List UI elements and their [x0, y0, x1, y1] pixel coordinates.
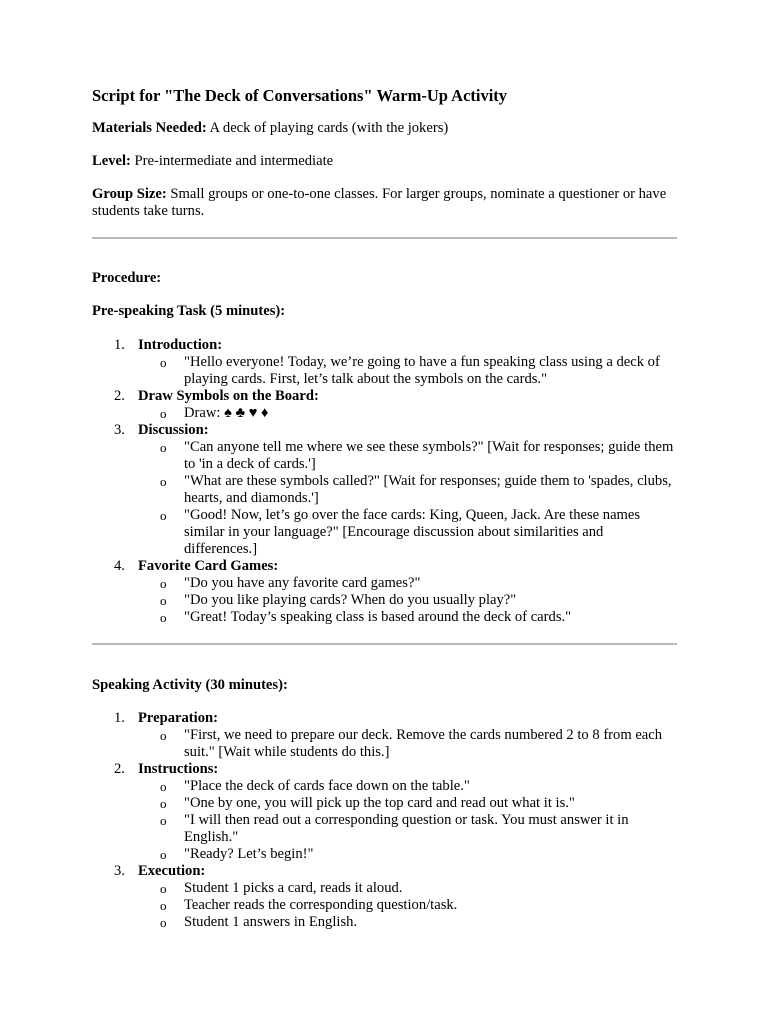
step-sublist: [138, 575, 677, 626]
step-title: Discussion:: [138, 422, 209, 438]
sub-item-text: "Hello everyone! Today, we’re going to have a fun speaking class using a deck of playing cards. First, let’s talk about the symbols on the cards.": [184, 354, 660, 387]
sub-item-text: Student 1 picks a card, reads it aloud.: [184, 880, 403, 896]
sub-item: [138, 439, 677, 473]
step-item: [92, 863, 677, 931]
step-title: Instructions:: [138, 761, 219, 777]
bullet-icon: o: [160, 813, 167, 828]
bullet-icon: o: [160, 355, 167, 370]
sub-item-text: "Great! Today’s speaking class is based around the deck of cards.": [184, 609, 572, 625]
sub-item-text: "Do you have any favorite card games?": [184, 575, 421, 591]
sub-item: [138, 778, 677, 795]
materials-line: [92, 120, 677, 137]
step-title: Preparation:: [138, 710, 218, 726]
sub-item: [138, 795, 677, 812]
materials-value: A deck of playing cards (with the jokers): [206, 120, 449, 136]
sub-item: [138, 880, 677, 897]
sub-item-text: "I will then read out a corresponding question or task. You must answer it in English.": [184, 812, 629, 845]
bullet-icon: o: [160, 593, 167, 608]
step-number: 3.: [114, 422, 125, 438]
step-title: Draw Symbols on the Board:: [138, 388, 319, 404]
sub-item: [138, 914, 677, 931]
step-title: Introduction:: [138, 337, 223, 353]
sub-item: [138, 405, 677, 422]
step-number: 2.: [114, 761, 125, 777]
sub-item: [138, 473, 677, 507]
step-item: [92, 422, 677, 558]
bullet-icon: o: [160, 728, 167, 743]
bullet-icon: o: [160, 508, 167, 523]
step-number: 3.: [114, 863, 125, 879]
step-sublist: [138, 354, 677, 388]
sub-item-text: Teacher reads the corresponding question/task.: [184, 897, 458, 913]
level-label: Level:: [92, 153, 131, 169]
step-item: [92, 558, 677, 626]
prespeaking-steps: [92, 337, 677, 626]
step-item: [92, 337, 677, 388]
step-sublist: [138, 439, 677, 558]
bullet-icon: o: [160, 406, 167, 421]
divider: [92, 643, 677, 645]
bullet-icon: o: [160, 915, 167, 930]
group-size-label: Group Size:: [92, 186, 167, 202]
sub-item-text: "Do you like playing cards? When do you usually play?": [184, 592, 517, 608]
bullet-icon: o: [160, 779, 167, 794]
bullet-icon: o: [160, 576, 167, 591]
bullet-icon: o: [160, 881, 167, 896]
divider: [92, 237, 677, 239]
sub-item: [138, 354, 677, 388]
bullet-icon: o: [160, 440, 167, 455]
sub-item: [138, 897, 677, 914]
bullet-icon: o: [160, 796, 167, 811]
sub-item-text: Student 1 answers in English.: [184, 914, 358, 930]
materials-label: Materials Needed:: [92, 120, 207, 136]
sub-item: [138, 846, 677, 863]
bullet-icon: o: [160, 847, 167, 862]
level-value: Pre-intermediate and intermediate: [130, 153, 334, 169]
step-item: [92, 388, 677, 422]
bullet-icon: o: [160, 474, 167, 489]
sub-item-text: "One by one, you will pick up the top card and read out what it is.": [184, 795, 575, 811]
bullet-icon: o: [160, 898, 167, 913]
sub-item-text: "Good! Now, let’s go over the face cards: King, Queen, Jack. Are these names similar in your language?" [Encourage discussion about similarities and differences.]: [184, 507, 641, 557]
step-item: [92, 710, 677, 761]
step-sublist: [138, 405, 677, 422]
group-size-line: [92, 186, 677, 220]
sub-item-text: "Ready? Let’s begin!": [184, 846, 314, 862]
sub-item: [138, 812, 677, 846]
step-number: 2.: [114, 388, 125, 404]
procedure-heading: Procedure:: [92, 270, 162, 286]
step-sublist: [138, 727, 677, 761]
step-number: 1.: [114, 710, 125, 726]
sub-item: [138, 727, 677, 761]
step-sublist: [138, 778, 677, 863]
step-title: Favorite Card Games:: [138, 558, 279, 574]
step-title: Execution:: [138, 863, 206, 879]
prespeaking-heading: Pre-speaking Task (5 minutes):: [92, 303, 286, 319]
speaking-steps: [92, 710, 677, 931]
step-sublist: [138, 880, 677, 931]
document-page: [92, 86, 677, 931]
sub-item-text: "Place the deck of cards face down on the table.": [184, 778, 470, 794]
bullet-icon: o: [160, 610, 167, 625]
sub-item: [138, 609, 677, 626]
level-line: [92, 153, 677, 170]
sub-item-text: "Can anyone tell me where we see these symbols?" [Wait for responses; guide them to 'in a deck of cards.']: [184, 439, 674, 472]
group-size-value: Small groups or one-to-one classes. For larger groups, nominate a questioner or have students take turns.: [92, 186, 667, 219]
sub-item-text: "What are these symbols called?" [Wait for responses; guide them to 'spades, clubs, hearts, and diamonds.']: [184, 473, 672, 506]
sub-item: [138, 575, 677, 592]
sub-item: [138, 592, 677, 609]
sub-item-text: Draw: ♠ ♣ ♥ ♦: [184, 405, 269, 421]
step-number: 4.: [114, 558, 125, 574]
sub-item-text: "First, we need to prepare our deck. Remove the cards numbered 2 to 8 from each suit." [Wait while students do this.]: [184, 727, 663, 760]
step-number: 1.: [114, 337, 125, 353]
document-title: Script for "The Deck of Conversations" Warm-Up Activity: [92, 86, 508, 105]
sub-item: [138, 507, 677, 558]
speaking-heading: Speaking Activity (30 minutes):: [92, 677, 288, 693]
step-item: [92, 761, 677, 863]
